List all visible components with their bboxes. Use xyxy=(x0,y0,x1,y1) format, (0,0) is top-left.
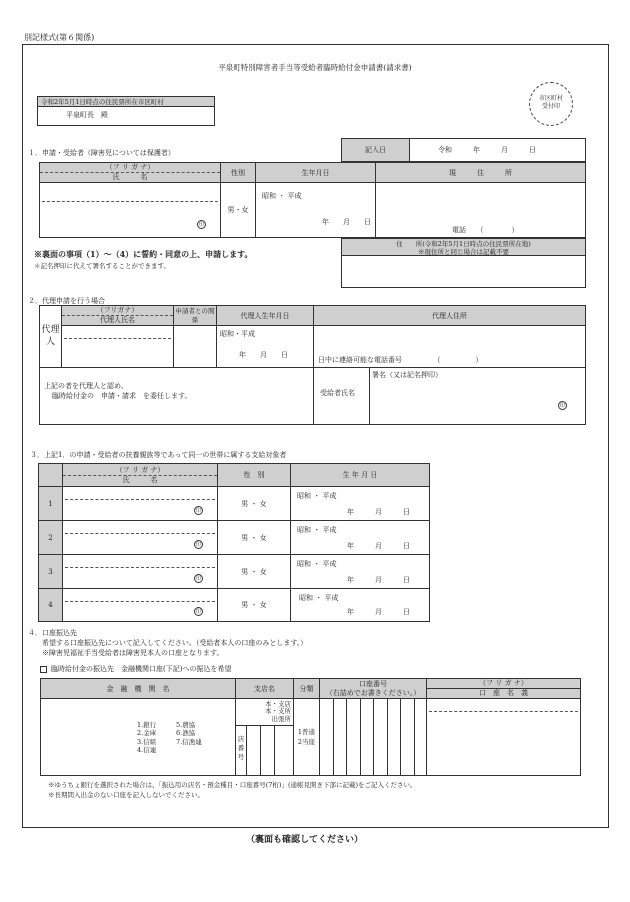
dep-dob-cell[interactable] xyxy=(291,555,430,589)
recipient-sign-cell[interactable] xyxy=(314,368,586,425)
s4-note1: 希望する口座振込先について記入してください。（受給者本人の口座のみとします。） xyxy=(42,639,308,647)
seal-icon: 印 xyxy=(195,508,201,514)
dep-ymd-label: 年 月 日 xyxy=(347,508,410,516)
holder-header xyxy=(427,679,581,699)
dep-name-cell[interactable] xyxy=(63,555,218,589)
dep-dob-cell[interactable] xyxy=(291,589,430,622)
branch-cell[interactable] xyxy=(236,699,294,776)
row-number: 4 xyxy=(39,589,63,622)
s3-heading: ３．上記1．の申請・受給者の扶養親族等であって同一の世帯に属する支給対象者 xyxy=(30,451,287,459)
form-title: 平泉町特別障害者手当等受給者臨時給付金申請書(請求書) xyxy=(218,63,412,72)
agent-era-label: 昭和・平成 xyxy=(220,330,255,338)
bank-type: 1.銀行 xyxy=(137,721,157,729)
s4-foot1: ※ゆうちょ銀行を選択された場合は、「振込用の店名・預金種目・口座番号(7桁)」(通帳見開き下部に記載)をご記入ください。 xyxy=(48,781,417,789)
row-number: 1 xyxy=(39,487,63,521)
dep-dob-cell[interactable] xyxy=(291,521,430,555)
agent-addr-cell[interactable] xyxy=(314,326,586,368)
acct-no-label: 口座番号 xyxy=(359,679,387,688)
dep-sex-cell[interactable]: 男 ・ 女 xyxy=(218,487,291,521)
agent-addr-header: 代理人住所 xyxy=(314,306,586,326)
dep-era-label: 昭和 ・ 平成 xyxy=(299,594,339,602)
row-number: 2 xyxy=(39,521,63,555)
dob-cell[interactable] xyxy=(256,183,376,238)
dep-era-label: 昭和 ・ 平成 xyxy=(297,560,337,568)
agent-dob-cell[interactable] xyxy=(217,326,314,368)
bank-types-b xyxy=(176,721,202,746)
agent-name-cell[interactable] xyxy=(62,326,174,368)
acct-type-cell[interactable] xyxy=(294,699,320,776)
stamp-line2: 受付印 xyxy=(541,102,560,110)
dep-ymd-label: 年 月 日 xyxy=(347,542,410,550)
addr2-label: 住 所(令和2年5月1日時点の住民票所在地) xyxy=(396,240,531,248)
bank-cell[interactable] xyxy=(41,699,236,776)
branch-types xyxy=(265,701,291,723)
agent-table xyxy=(39,305,586,425)
s1-heading: １．申請・受給者（障害児については保護者） xyxy=(28,149,175,157)
dep-sex-header: 性 別 xyxy=(218,464,291,487)
residence-label: 令和2年5月1日時点の住民票所在市区町村 xyxy=(38,97,214,107)
dep-ymd-label: 年 月 日 xyxy=(347,576,410,584)
branch-type: 本・支店 xyxy=(265,700,291,708)
s4-note2: ※障害児福祉手当受給者は障害児本人の口座となります。 xyxy=(42,649,224,657)
branch-type: 本・支所 xyxy=(265,707,291,716)
name-cell[interactable] xyxy=(40,183,221,238)
acct-type: 2当座 xyxy=(297,738,316,746)
entry-date-value[interactable]: 令和 年 月 日 xyxy=(410,139,586,162)
agent-seal-icon: 印 xyxy=(559,403,565,409)
s2-heading: ２．代理申請を行う場合 xyxy=(28,297,105,305)
delegation-cell xyxy=(40,368,314,425)
dep-name-header xyxy=(63,464,218,487)
bank-type: 7.信漁連 xyxy=(176,737,202,746)
holder-cell[interactable] xyxy=(427,699,581,776)
footer-note: （裏面も確認してください） xyxy=(246,835,364,845)
delegate-line2: 臨時給付金の 申請・請求 を委任します。 xyxy=(52,391,192,400)
name-label: 氏 名 xyxy=(40,172,220,182)
signature-label: 署名（又は記名押印） xyxy=(372,371,442,379)
name-header xyxy=(40,163,221,183)
row-number-header xyxy=(39,464,63,487)
dep-sex-cell[interactable]: 男 ・ 女 xyxy=(218,521,291,555)
dep-sex-cell[interactable]: 男 ・ 女 xyxy=(218,555,291,589)
bank-type: 2.金庫 xyxy=(137,729,157,738)
dep-sex-cell[interactable]: 男 ・ 女 xyxy=(218,589,291,622)
dep-dob-cell[interactable] xyxy=(291,487,430,521)
holder-label: 口 座 名 義 xyxy=(427,688,580,698)
store-no-label: 店番号 xyxy=(237,735,245,762)
phone-label: 電話 （ ） xyxy=(452,226,519,234)
relation-header: 申請者との関係 xyxy=(175,307,215,324)
ymd-label: 年 月 日 xyxy=(322,218,371,226)
agent-furigana-label: （フリガナ） xyxy=(96,306,139,315)
dep-ymd-label: 年 月 日 xyxy=(347,608,410,616)
bank-type: 6.漁協 xyxy=(176,729,196,738)
pledge-text: ※裏面の事項（1）～（4）に誓約・同意の上、申請します。 xyxy=(34,249,253,259)
residence-box xyxy=(37,96,215,126)
bank-table xyxy=(40,678,581,776)
entry-date-table xyxy=(341,138,586,162)
row-number: 3 xyxy=(39,555,63,589)
address-header: 現 住 所 xyxy=(376,163,586,183)
bank-types-a xyxy=(137,721,156,755)
stamp-line1: 市区町村 xyxy=(538,95,563,102)
agent-name-label: 代理人氏名 xyxy=(62,315,173,325)
furigana-label: （フ リ ガ ナ） xyxy=(105,163,155,172)
dependents-table xyxy=(38,463,430,622)
addr2-note: ※現住所と同じ場合は記載不要 xyxy=(418,248,509,257)
residence-address-header xyxy=(342,239,585,256)
s4-foot2: ※長期間入出金のない口座を記入しないでください。 xyxy=(48,791,204,799)
dob-header: 生年月日 xyxy=(256,163,376,183)
entry-date-label: 記入日 xyxy=(342,139,410,162)
dep-furigana-label: （フ リ ガ ナ） xyxy=(115,465,165,474)
acct-no-cell[interactable] xyxy=(320,699,427,776)
address-cell[interactable] xyxy=(376,183,586,238)
bank-transfer-option[interactable] xyxy=(40,664,231,674)
contact-label: 日中に連絡可能な電話番号 （ ） xyxy=(318,356,483,364)
seal-icon: 印 xyxy=(195,542,201,548)
seal-icon: 印 xyxy=(195,609,201,615)
acct-no-note: （右詰めでお書きください。） xyxy=(325,688,421,697)
form-label: 別記様式(第６関係) xyxy=(24,33,95,42)
agent-ymd-label: 年 月 日 xyxy=(239,351,288,359)
sex-header: 性別 xyxy=(221,163,256,183)
agent-dob-header: 代理人生年月日 xyxy=(217,306,314,326)
era-label: 昭和 ・ 平成 xyxy=(262,192,302,200)
acct-no-header xyxy=(320,679,427,699)
agent-label: 代理人 xyxy=(40,306,62,368)
seal-icon: 印 xyxy=(195,576,201,582)
dep-dob-header: 生 年 月 日 xyxy=(291,464,430,487)
agent-name-header xyxy=(62,306,174,326)
bank-type: 5.農協 xyxy=(176,721,196,729)
reception-stamp xyxy=(529,82,573,126)
dep-era-label: 昭和 ・ 平成 xyxy=(297,492,337,500)
acct-type: 1普通 xyxy=(297,727,316,736)
branch-type: 出張所 xyxy=(271,714,291,723)
bank-type: 3.信組 xyxy=(137,737,157,746)
recipient-name-label: 受給者氏名 xyxy=(320,389,355,397)
seal-icon: 印 xyxy=(198,222,204,228)
dep-name-cell[interactable] xyxy=(63,589,218,622)
dep-name-label: 氏 名 xyxy=(63,475,217,485)
applicant-table xyxy=(39,162,586,238)
delegate-line1: 上記の者を代理人と認め、 xyxy=(44,382,128,390)
addressee: 平泉町長 殿 xyxy=(66,111,108,119)
sign-note: ＊記名押印に代えて署名することができます。 xyxy=(34,262,170,270)
dep-era-label: 昭和 ・ 平成 xyxy=(297,526,337,534)
s4-heading: ４．口座振込先 xyxy=(28,629,77,637)
dep-name-cell[interactable] xyxy=(63,521,218,555)
type-header: 分類 xyxy=(294,679,320,699)
checkbox-icon[interactable] xyxy=(40,666,47,673)
dep-name-cell[interactable] xyxy=(63,487,218,521)
relation-cell[interactable] xyxy=(174,326,217,368)
residence-address-box[interactable] xyxy=(341,238,586,288)
sex-cell[interactable]: 男・女 xyxy=(221,183,256,238)
bank-type: 4.信連 xyxy=(137,746,157,755)
branch-header: 支店名 xyxy=(236,679,294,699)
checkbox-label: 臨時給付金の振込先 金融機関口座(下記)への振込を希望 xyxy=(51,665,232,673)
bank-header: 金 融 機 関 名 xyxy=(41,679,236,699)
holder-furigana-label: （フ リ ガ ナ） xyxy=(479,679,528,688)
